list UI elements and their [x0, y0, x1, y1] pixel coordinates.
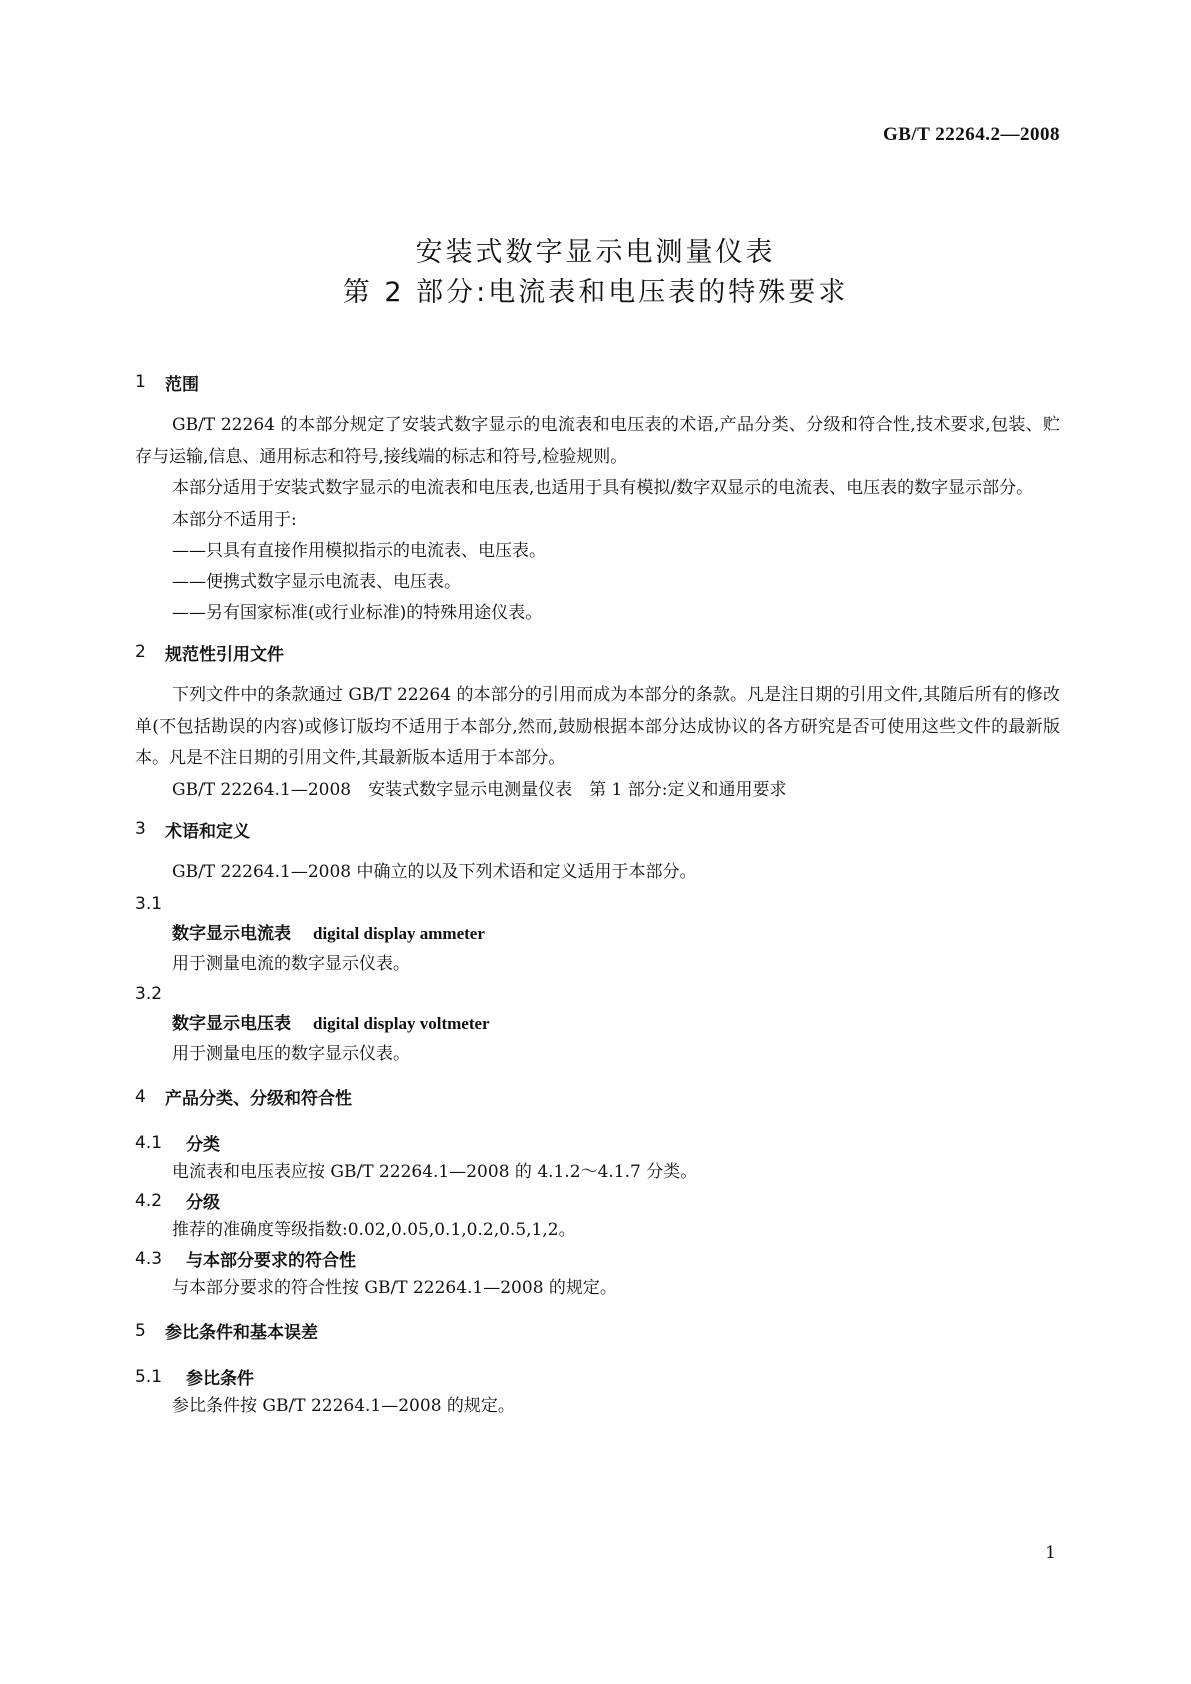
- subsection-heading: [135, 1245, 1060, 1273]
- subsection-heading: [135, 1187, 1060, 1215]
- subsection-heading: [135, 1363, 1060, 1391]
- term-definition: 用于测量电压的数字显示仪表。: [172, 1043, 410, 1064]
- paragraph: 本部分不适用于:: [172, 509, 297, 530]
- section-number: 4: [135, 1086, 146, 1107]
- section-number: 1: [135, 372, 146, 392]
- subsection-title: 分类: [186, 1135, 220, 1155]
- subsection-title: 参比条件: [186, 1369, 254, 1389]
- section-heading-2: [135, 638, 1060, 666]
- term-entry: [135, 1009, 1060, 1039]
- subsection-number: 4.2: [135, 1190, 163, 1211]
- document-title-line2: 第 2 部分:电流表和电压表的特殊要求: [342, 277, 849, 308]
- page-number: 1: [1045, 1543, 1056, 1563]
- section-title: 产品分类、分级和符合性: [165, 1089, 352, 1109]
- section-heading-1: [135, 368, 1060, 396]
- subsection-text: 电流表和电压表应按 GB/T 22264.1—2008 的 4.1.2～4.1.7 分类。: [172, 1161, 698, 1182]
- document-body: [135, 368, 1060, 1421]
- paragraph: 本部分适用于安装式数字显示的电流表和电压表,也适用于具有模拟/数字双显示的电流表、电压表的数字显示部分。: [172, 478, 1034, 498]
- subsection-number: 4.1: [135, 1132, 163, 1153]
- subsection-text: 参比条件按 GB/T 22264.1—2008 的规定。: [172, 1395, 515, 1416]
- subsection-number: 4.3: [135, 1248, 163, 1269]
- section-number: 2: [135, 642, 146, 662]
- section-heading-5: [135, 1317, 1060, 1345]
- subsection-heading: [135, 1129, 1060, 1157]
- section-number: 5: [135, 1320, 146, 1341]
- standard-code: GB/T 22264.2—2008: [882, 124, 1060, 145]
- section-title: 规范性引用文件: [165, 644, 284, 665]
- paragraph: GB/T 22264.1—2008 中确立的以及下列术语和定义适用于本部分。: [172, 862, 697, 882]
- subsection-title: 与本部分要求的符合性: [186, 1251, 356, 1271]
- normative-reference: GB/T 22264.1—2008 安装式数字显示电测量仪表 第 1 部分:定义和通用要求: [172, 779, 787, 800]
- section-title: 参比条件和基本误差: [165, 1323, 318, 1343]
- section-heading-3: [135, 815, 1060, 843]
- term-name-zh: 数字显示电压表: [172, 1013, 291, 1034]
- subsection-title: 分级: [186, 1193, 220, 1213]
- term-name-en: digital display voltmeter: [313, 1013, 490, 1033]
- subsection-text: 与本部分要求的符合性按 GB/T 22264.1—2008 的规定。: [172, 1277, 617, 1298]
- section-title: 术语和定义: [165, 821, 250, 842]
- list-item: ——另有国家标准(或行业标准)的特殊用途仪表。: [172, 603, 543, 623]
- term-name-en: digital display ammeter: [313, 923, 485, 943]
- term-entry: [135, 919, 1060, 949]
- list-item: ——只具有直接作用模拟指示的电流表、电压表。: [172, 541, 546, 561]
- paragraph: GB/T 22264 的本部分规定了安装式数字显示的电流表和电压表的术语,产品分类、分级和符合性,技术要求,包装、贮存与运输,信息、通用标志和符号,接线端的标志和符号,检验规则。: [135, 415, 1060, 467]
- section-number: 3: [135, 819, 146, 839]
- section-heading-4: [135, 1083, 1060, 1111]
- subsection-number: 5.1: [135, 1366, 163, 1387]
- paragraph: 下列文件中的条款通过 GB/T 22264 的本部分的引用而成为本部分的条款。凡是注日期的引用文件,其随后所有的修改单(不包括勘误的内容)或修订版均不适用于本部分,然而,鼓励根据本部分达成协议的各方研究是否可使用这些文件的最新版本。凡是不注日期的引用文件,其最新版本适用于本部分。: [135, 685, 1060, 768]
- term-number: 3.2: [135, 983, 163, 1004]
- subsection-text: 推荐的准确度等级指数:0.02,0.05,0.1,0.2,0.5,1,2。: [172, 1219, 576, 1240]
- section-title: 范围: [165, 374, 199, 395]
- list-item: ——便携式数字显示电流表、电压表。: [172, 572, 461, 592]
- term-number: 3.1: [135, 893, 163, 914]
- document-title-line1: 安装式数字显示电测量仪表: [415, 237, 776, 268]
- term-name-zh: 数字显示电流表: [172, 923, 291, 944]
- term-definition: 用于测量电流的数字显示仪表。: [172, 953, 410, 974]
